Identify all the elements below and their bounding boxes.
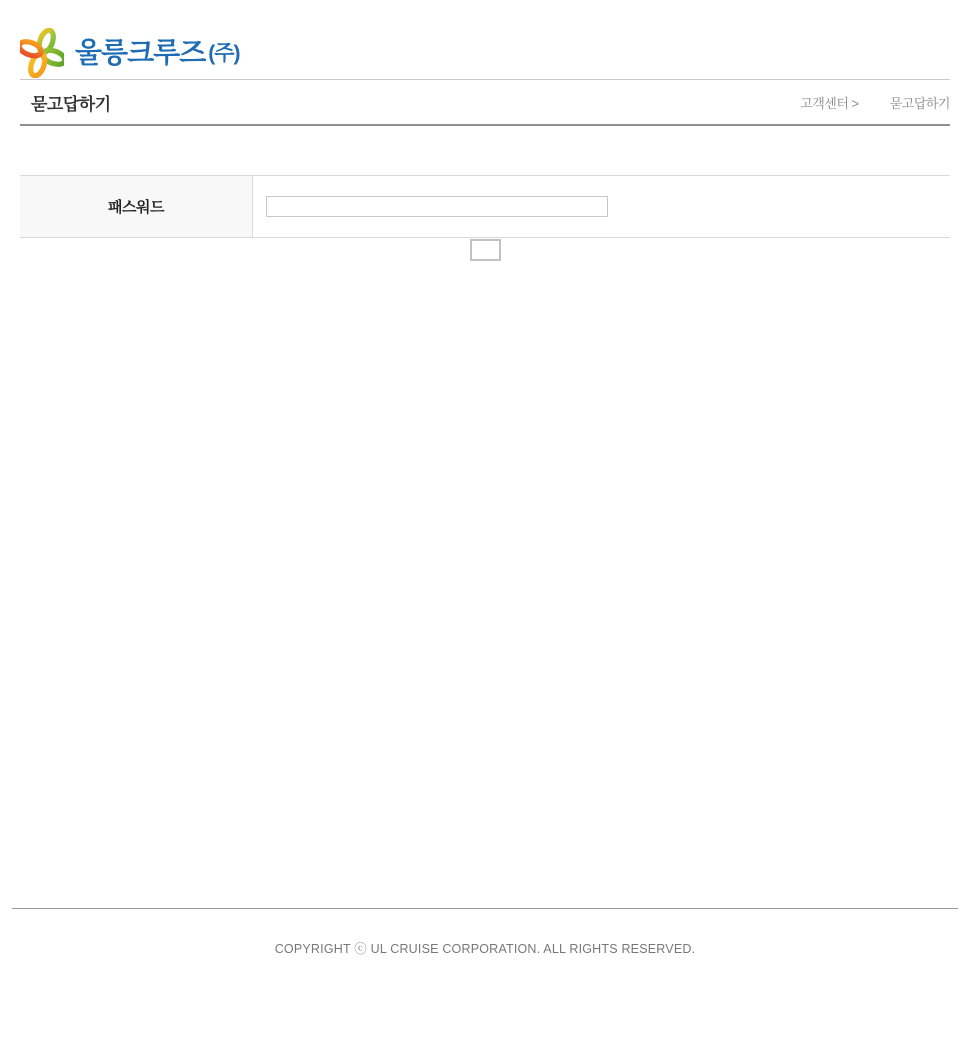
footer: [0, 908, 970, 957]
password-form-table: [20, 175, 950, 238]
page-title: 묻고답하기: [31, 94, 111, 114]
title-bar: [20, 79, 950, 126]
submit-button[interactable]: [470, 239, 501, 261]
logo[interactable]: [20, 28, 240, 78]
breadcrumb-parent[interactable]: 고객센터 >: [800, 95, 859, 111]
brand-name: 울릉크루즈: [75, 37, 206, 68]
copyright-text: COPYRIGHT ⓒ UL CRUISE CORPORATION. ALL RIGHTS RESERVED.: [274, 942, 696, 956]
breadcrumb-current: 묻고답하기: [889, 95, 950, 111]
flower-pinwheel-icon: [20, 28, 75, 78]
breadcrumb: [800, 93, 950, 112]
password-label: 패스워드: [20, 176, 253, 237]
brand-suffix: (주): [208, 42, 240, 65]
logo-row: [0, 0, 970, 76]
password-input[interactable]: [266, 196, 608, 217]
password-cell: [253, 176, 950, 237]
submit-row: [0, 239, 970, 261]
